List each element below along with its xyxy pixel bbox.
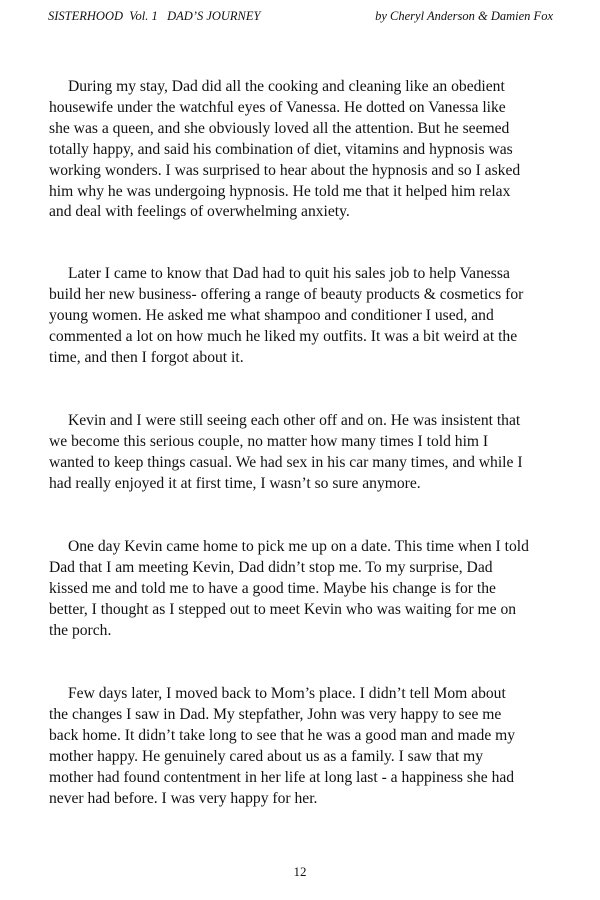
- paragraph: [49, 537, 564, 642]
- text-line: mother had found contentment in her life at long last - a happiness she had: [49, 768, 515, 786]
- header-authors: by Cheryl Anderson & Damien Fox: [375, 9, 553, 23]
- paragraph: [49, 264, 564, 369]
- text-line: the porch.: [49, 621, 112, 639]
- text-line: During my stay, Dad did all the cooking and cleaning like an obedient: [68, 78, 505, 95]
- text-line: never had before. I was very happy for her.: [49, 789, 318, 807]
- text-line: better, I thought as I stepped out to meet Kevin who was waiting for me on: [49, 600, 517, 618]
- text-line: build her new business- offering a range of beauty products & cosmetics for: [49, 285, 524, 303]
- text-line: we become this serious couple, no matter how many times I told him I: [49, 432, 489, 450]
- text-line: and deal with feelings of overwhelming anxiety.: [49, 203, 350, 221]
- text-line: time, and then I forgot about it.: [49, 348, 244, 366]
- text-line: young women. He asked me what shampoo and conditioner I used, and: [49, 306, 494, 324]
- header-title: SISTERHOOD Vol. 1 DAD’S JOURNEY: [48, 9, 261, 23]
- page-number: 12: [293, 864, 307, 879]
- text-line: totally happy, and said his combination of diet, vitamins and hypnosis was: [49, 140, 513, 158]
- text-line: back home. It didn’t take long to see that he was a good man and made my: [49, 726, 516, 744]
- text-line: One day Kevin came home to pick me up on a date. This time when I told: [68, 538, 529, 555]
- text-line: kissed me and told me to have a good time. Maybe his change is for the: [49, 579, 496, 597]
- paragraph: [49, 411, 564, 495]
- text-line: Kevin and I were still seeing each other off and on. He was insistent that: [68, 412, 521, 429]
- text-line: she was a queen, and she obviously loved all the attention. But he seemed: [49, 119, 510, 137]
- text-line: had really enjoyed it at first time, I wasn’t so sure anymore.: [49, 474, 421, 492]
- text-line: Few days later, I moved back to Mom’s place. I didn’t tell Mom about: [68, 685, 506, 702]
- text-line: him why he was undergoing hypnosis. He told me that it helped him relax: [49, 182, 511, 200]
- text-line: mother happy. He genuinely cared about us as a family. I saw that my: [49, 747, 484, 765]
- paragraph: [49, 77, 564, 223]
- text-line: the changes I saw in Dad. My stepfather, John was very happy to see me: [49, 705, 502, 723]
- text-line: housewife under the watchful eyes of Vanessa. He dotted on Vanessa like: [49, 98, 506, 116]
- text-line: commented a lot on how much he liked my outfits. It was a bit weird at the: [49, 327, 518, 345]
- text-line: Later I came to know that Dad had to quit his sales job to help Vanessa: [68, 265, 510, 282]
- paragraph: [49, 684, 564, 809]
- text-line: wanted to keep things casual. We had sex in his car many times, and while I: [49, 453, 523, 471]
- text-line: Dad that I am meeting Kevin, Dad didn’t stop me. To my surprise, Dad: [49, 558, 493, 576]
- text-line: working wonders. I was surprised to hear about the hypnosis and so I asked: [49, 161, 521, 179]
- running-header: [48, 9, 553, 27]
